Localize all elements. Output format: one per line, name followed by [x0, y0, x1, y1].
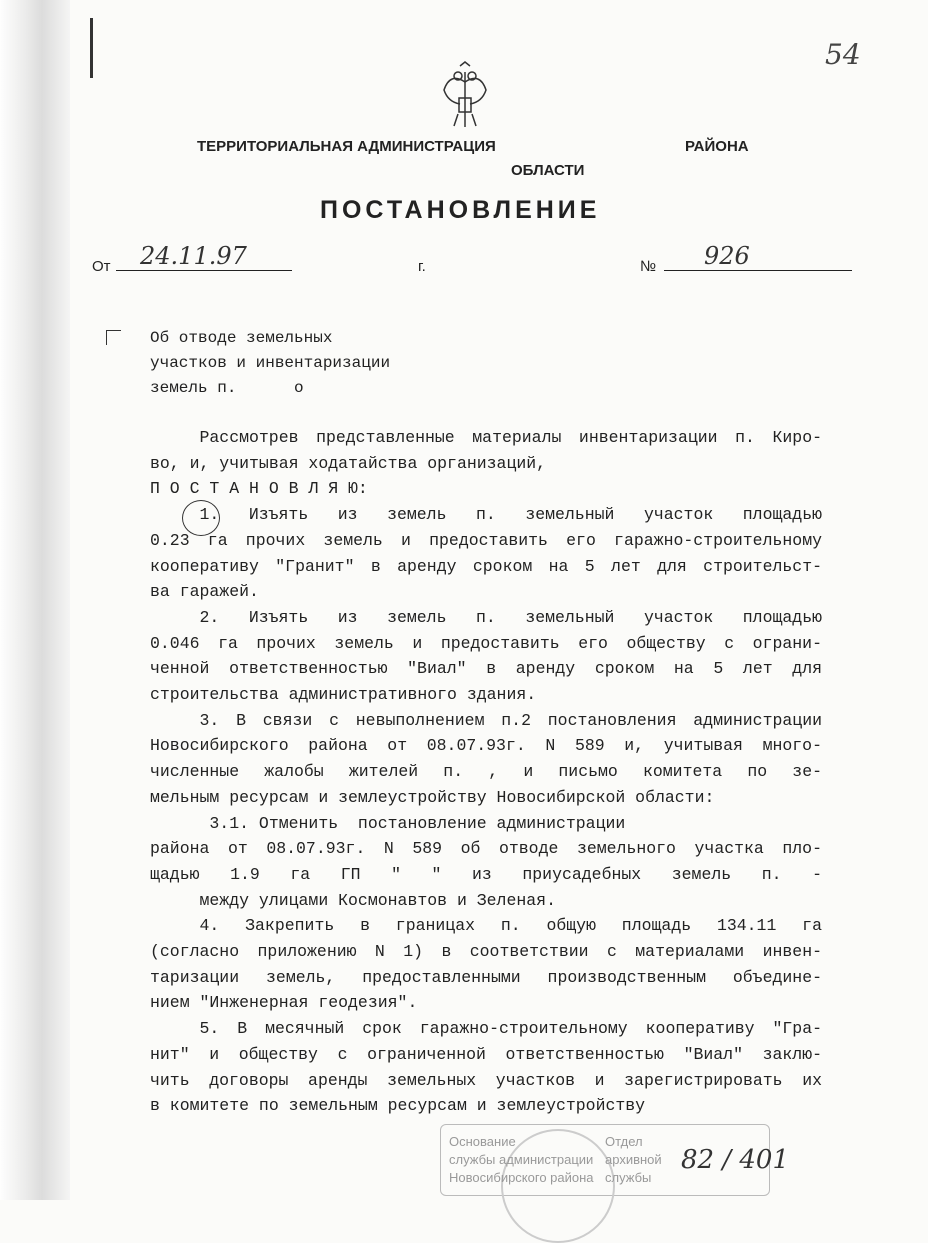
body-line: 3. В связи с невыполнением п.2 постановления администрации: [199, 710, 822, 730]
date-underline: [116, 270, 292, 271]
body-line: кооперативу "Гранит" в аренду сроком на 5 лет для строительст-: [150, 556, 822, 576]
body-line: в комитете по земельным ресурсам и землеустройству: [150, 1096, 646, 1116]
subject-line: земель п. о: [150, 379, 304, 397]
date-value: 24.11.97: [140, 242, 247, 270]
subject-block: [150, 326, 390, 401]
body-line: 5. В месячный срок гаражно-строительному кооперативу "Гра-: [199, 1019, 822, 1039]
body-line: таризации земель, предоставленными производственным объедине-: [150, 967, 822, 987]
margin-mark: [90, 18, 93, 78]
body-line: мельным ресурсам и землеустройству Новосибирской области:: [150, 787, 715, 807]
stamp-line: службы администрации: [449, 1152, 594, 1167]
body-line: Новосибирского района от 08.07.93г. N 589 и, учитывая много-: [150, 736, 822, 756]
stamp-line: службы: [605, 1170, 652, 1185]
page-number: 54: [825, 38, 861, 71]
body-line: 0.23 га прочих земель и предоставить его гаражно-строительному: [150, 530, 822, 550]
scan-shadow: [0, 0, 70, 1200]
body-line: 3.1. Отменить постановление администрации: [150, 813, 626, 833]
stamp-line: Отдел: [605, 1134, 643, 1149]
subject-line: Об отводе земельных: [150, 329, 333, 347]
body-line: нит" и обществу с ограниченной ответственностью "Виал" заклю-: [150, 1044, 822, 1064]
stamp-line: Новосибирского района: [449, 1170, 594, 1185]
subject-line: участков и инвентаризации: [150, 354, 391, 372]
item-circle-mark: [182, 500, 220, 536]
number-underline: [664, 270, 852, 271]
body-line: щадью 1.9 га ГП " " из приусадебных земель п. -: [150, 864, 822, 884]
body-line: 0.046 га прочих земель и предоставить его обществу с ограни-: [150, 633, 822, 653]
body-line: нием "Инженерная геодезия".: [150, 993, 418, 1013]
body-line: во, и, учитывая ходатайства организаций,: [150, 453, 547, 473]
date-label: От: [92, 258, 111, 275]
stamp-line: архивной: [605, 1152, 662, 1167]
body-line: Рассмотрев представленные материалы инвентаризации п. Киро-: [199, 428, 822, 447]
archive-stamp: [440, 1124, 789, 1196]
stamp-text: [449, 1134, 675, 1186]
body-line: ченной ответственностью "Виал" в аренду сроком на 5 лет для: [150, 659, 822, 679]
body-line: численные жалобы жителей п. , и письмо комитета по зе-: [150, 762, 822, 782]
document-title: ПОСТАНОВЛЕНИЕ: [320, 196, 601, 224]
stamp-line: Основание: [449, 1134, 516, 1149]
body-line: чить договоры аренды земельных участков и зарегистрировать их: [150, 1070, 822, 1090]
body-line: (согласно приложению N 1) в соответствии с материалами инвен-: [150, 942, 822, 962]
city-label: г.: [418, 258, 426, 275]
body-line: 4. Закрепить в границах п. общую площадь 134.11 га: [199, 916, 822, 936]
body-line: района от 08.07.93г. N 589 об отводе земельного участка пло-: [150, 839, 822, 859]
coat-of-arms-emblem: [440, 62, 490, 132]
header-district: РАЙОНА: [685, 138, 749, 155]
body-line: 2. Изъять из земель п. земельный участок площадью: [199, 607, 822, 627]
body-line: строительства административного здания.: [150, 685, 537, 705]
body-line: 1. Изъять из земель п. земельный участок площадью: [199, 505, 822, 525]
header-administration: ТЕРРИТОРИАЛЬНАЯ АДМИНИСТРАЦИЯ: [197, 138, 496, 155]
body-line: между улицами Космонавтов и Зеленая.: [150, 890, 556, 910]
body-line: ва гаражей.: [150, 582, 259, 602]
header-region: ОБЛАСТИ: [511, 162, 585, 179]
subject-corner-mark: [106, 330, 121, 345]
number-value: 926: [704, 242, 750, 270]
body-line: П О С Т А Н О В Л Я Ю:: [150, 479, 368, 499]
number-label: №: [640, 258, 657, 275]
document-body: [150, 425, 822, 1119]
stamp-handwritten-number: 82 / 401: [681, 1145, 789, 1175]
